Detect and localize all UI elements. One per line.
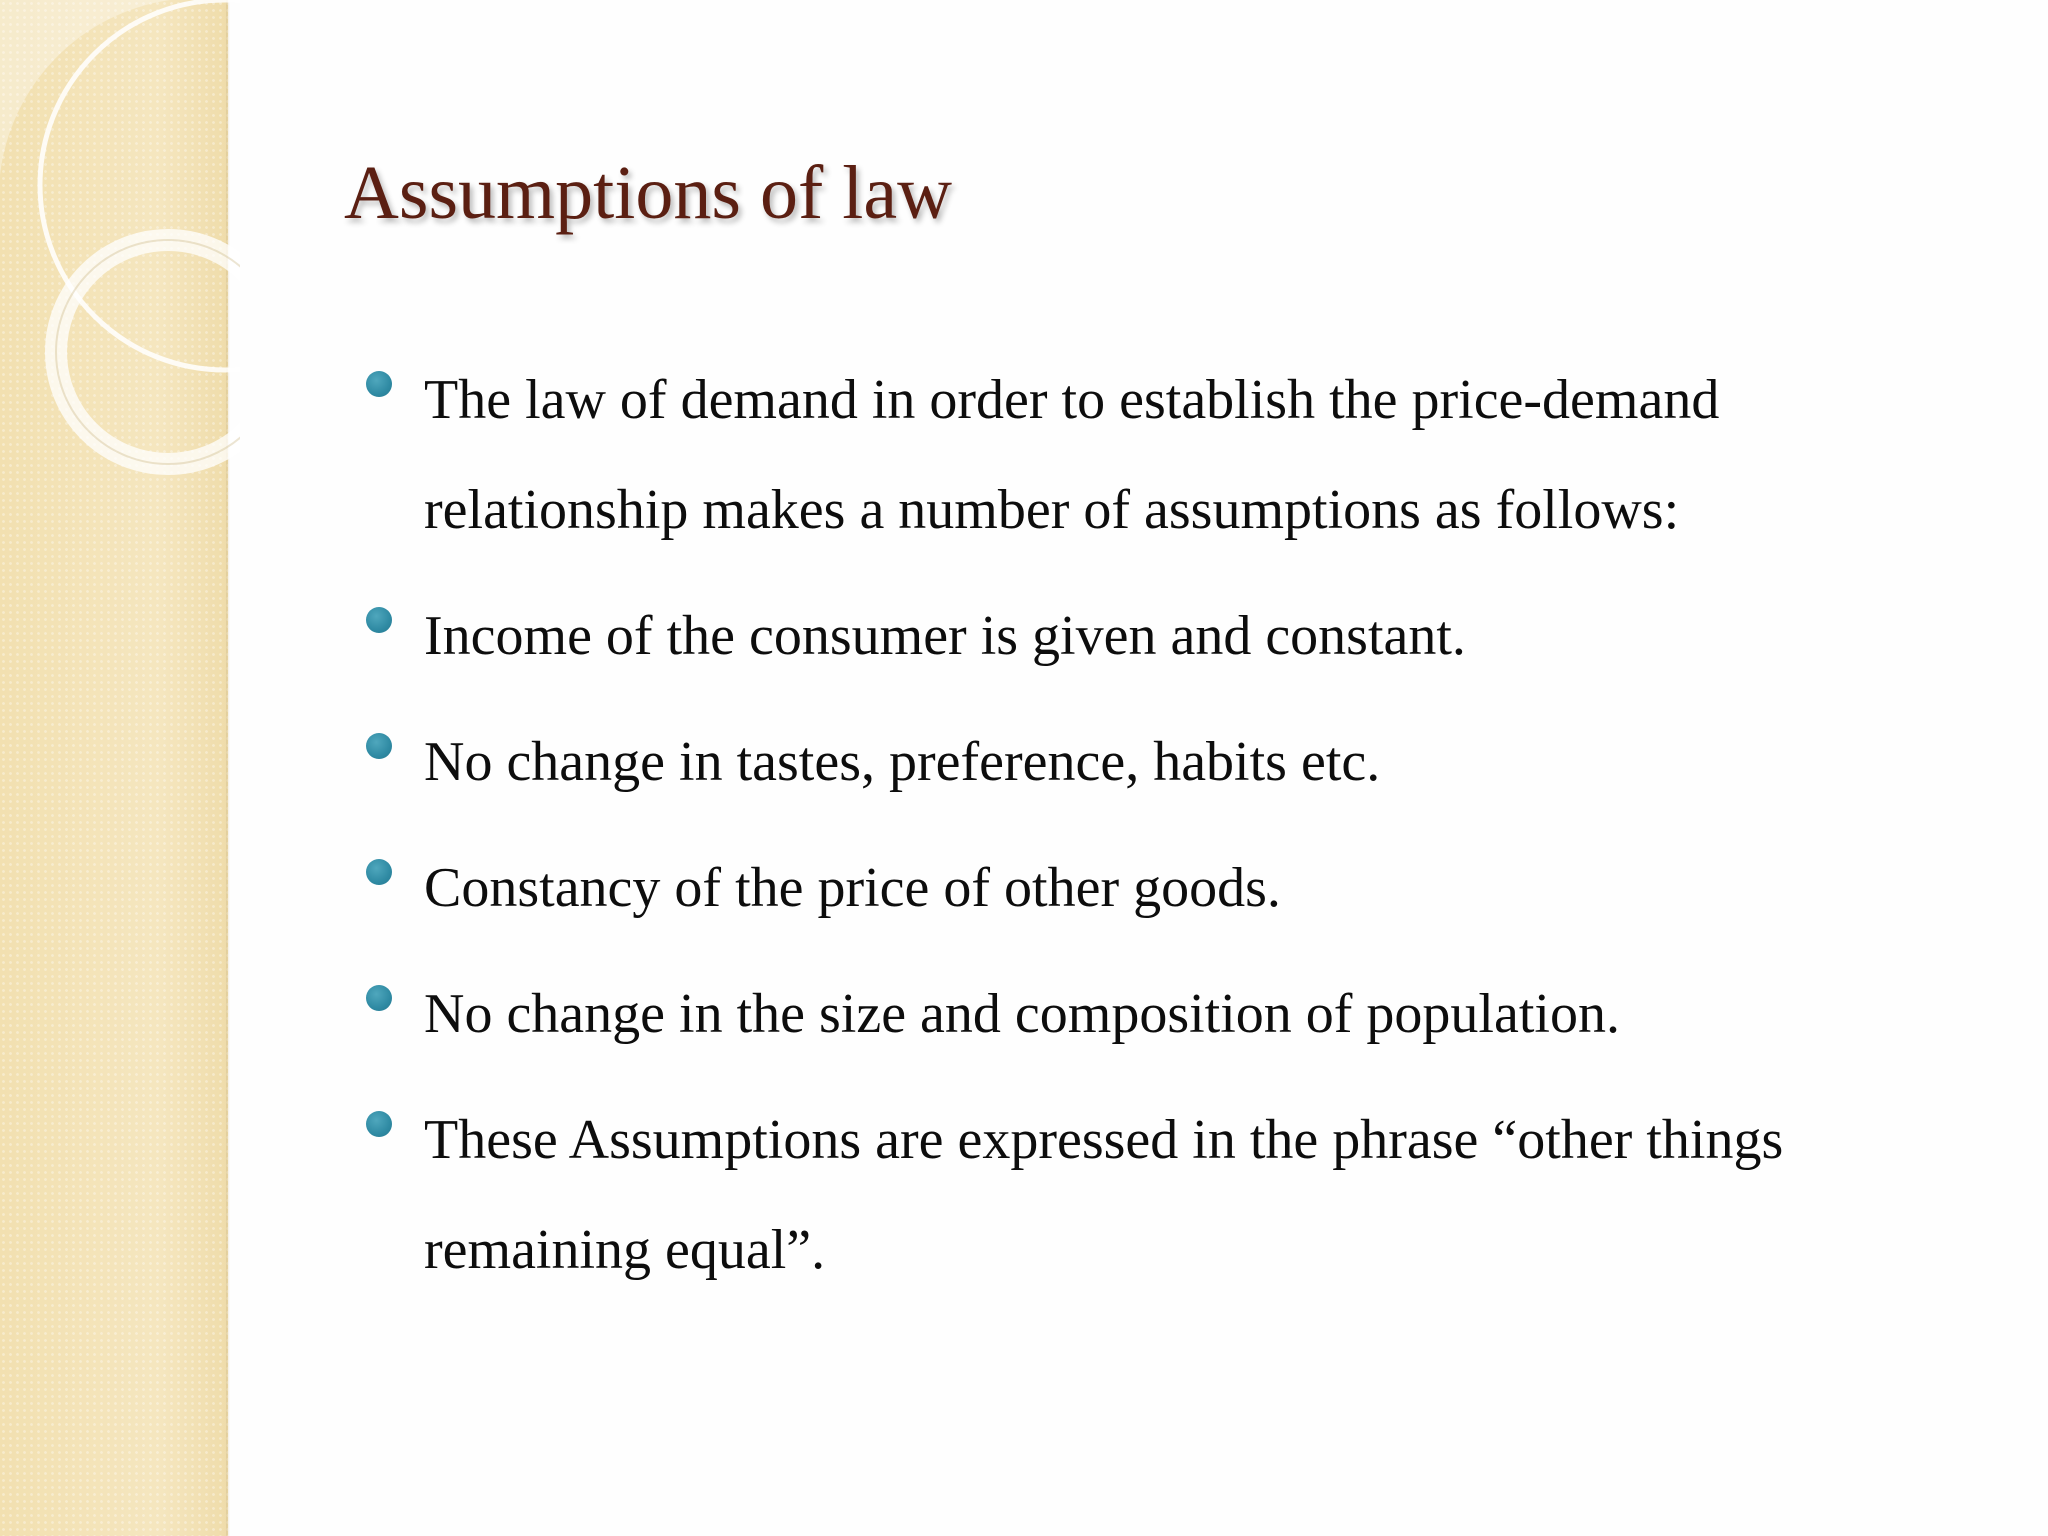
top-left-arc-fill [0,0,170,175]
bullet-item [366,1085,1926,1305]
bullet-text: Income of the consumer is given and constant. [424,605,1466,667]
bullet-text: No change in the size and composition of population. [424,983,1620,1045]
bullet-dot-icon [366,1111,392,1137]
bullet-item [366,959,1926,1069]
bullet-dot-icon [366,371,392,397]
bullet-text: These Assumptions are expressed in the phrase “other things remaining equal”. [424,1109,1784,1281]
bullet-list [366,345,1926,1321]
bullet-text: Constancy of the price of other goods. [424,857,1281,919]
bullet-dot-icon [366,859,392,885]
bullet-dot-icon [366,607,392,633]
bullet-dot-icon [366,733,392,759]
bullet-item [366,581,1926,691]
slide-title: Assumptions of law [344,151,952,235]
bullet-item [366,833,1926,943]
bullet-item [366,345,1926,565]
bullet-text: No change in tastes, preference, habits etc. [424,731,1381,793]
bullet-text: The law of demand in order to establish the price-demand relationship makes a number of assumptions as follows: [424,369,1720,541]
bullet-dot-icon [366,985,392,1011]
decorative-rings [0,0,240,520]
bullet-item [366,707,1926,817]
